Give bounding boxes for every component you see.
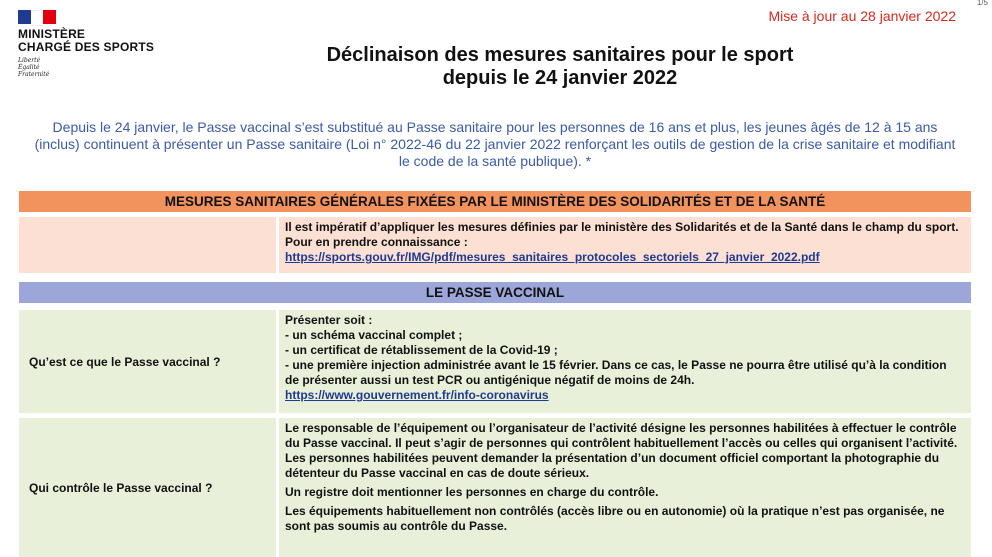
protocols-pdf-link[interactable]: https://sports.gouv.fr/IMG/pdf/mesures_sanitaires_protocoles_sectoriels_27_janvier_2022.pdf <box>285 250 820 264</box>
title-line-1: Déclinaison des mesures sanitaires pour le sport <box>326 44 794 66</box>
general-measures-content <box>279 217 971 273</box>
republic-motto <box>18 57 178 78</box>
ministry-name <box>18 28 178 54</box>
general-measures-label-cell <box>19 217 276 273</box>
control-paragraph-responsible: Le responsable de l’équipement ou l’organisateur de l’activité désigne les personnes habilitées à effectuer le contrôle du Passe vaccinal. Il peut s’agir de personnes qui contrôlent habituellement l’accès ou celles qui organisent l’activité. Les personnes habilitées peuvent demander la présentation d’un document officiel comportant la photographie du détenteur du Passe vaccinal en cas de doute sérieux. <box>285 421 958 480</box>
intro-paragraph: Depuis le 24 janvier, le Passe vaccinal s’est substitué au Passe sanitaire pour les personnes de 16 ans et plus, les jeunes âgés de 12 à 15 ans (inclus) continuent à présenter un Passe sanitaire (Loi n° 2022-46 du 22 janvier 2022 renforçant les outils de gestion de la crise sanitaire et modifiant le code de la santé publique). * <box>34 119 956 169</box>
section-heading-passe-vaccinal: LE PASSE VACCINAL <box>19 282 971 303</box>
page-title <box>220 44 900 90</box>
passe-control-row <box>19 418 971 557</box>
gouvernement-info-link[interactable]: https://www.gouvernement.fr/info-coronavirus <box>285 388 549 402</box>
definition-line-first-injection: - une première injection administrée avant le 15 février. Dans ce cas, le Passe ne pourra être utilisé qu’à la condition de présenter aussi un test PCR ou antigénique négatif de moins de 24h. <box>285 358 947 387</box>
definition-line-recovery: - un certificat de rétablissement de la Covid-19 ; <box>285 343 558 357</box>
motto-fraternite: Fraternité <box>18 71 50 78</box>
general-measures-row <box>19 217 971 273</box>
ministry-logo <box>18 10 178 78</box>
definition-line-vaccination: - un schéma vaccinal complet ; <box>285 328 463 342</box>
control-paragraph-exemption: Les équipements habituellement non contrôlés (accès libre ou en autonomie) où la pratique n’est pas organisée, ne sont pas soumis au contrôle du Passe. <box>285 504 945 533</box>
control-paragraph-register: Un registre doit mentionner les personnes en charge du contrôle. <box>285 485 659 499</box>
ministry-line-2: CHARGÉ DES SPORTS <box>18 40 155 54</box>
update-date: Mise à jour au 28 janvier 2022 <box>768 8 956 24</box>
motto-egalite: Égalité <box>18 64 40 71</box>
french-flag-icon <box>18 10 56 24</box>
definition-line-intro: Présenter soit : <box>285 313 373 327</box>
title-line-2: depuis le 24 janvier 2022 <box>442 67 678 89</box>
page-number: 1/5 <box>976 0 988 7</box>
passe-control-content <box>279 418 971 557</box>
general-measures-text: Il est impératif d’appliquer les mesures définies par le ministère des Solidarités et de la Santé dans le champ du sport. Pour en prendre connaissance : <box>285 220 959 249</box>
passe-definition-label: Qu’est ce que le Passe vaccinal ? <box>19 310 276 413</box>
passe-definition-content <box>279 310 971 413</box>
section-heading-general-measures: MESURES SANITAIRES GÉNÉRALES FIXÉES PAR LE MINISTÈRE DES SOLIDARITÉS ET DE LA SANTÉ <box>19 191 971 212</box>
motto-liberte: Liberté <box>18 57 41 64</box>
passe-control-label: Qui contrôle le Passe vaccinal ? <box>19 418 276 557</box>
passe-definition-row <box>19 310 971 413</box>
ministry-line-1: MINISTÈRE <box>18 27 86 41</box>
